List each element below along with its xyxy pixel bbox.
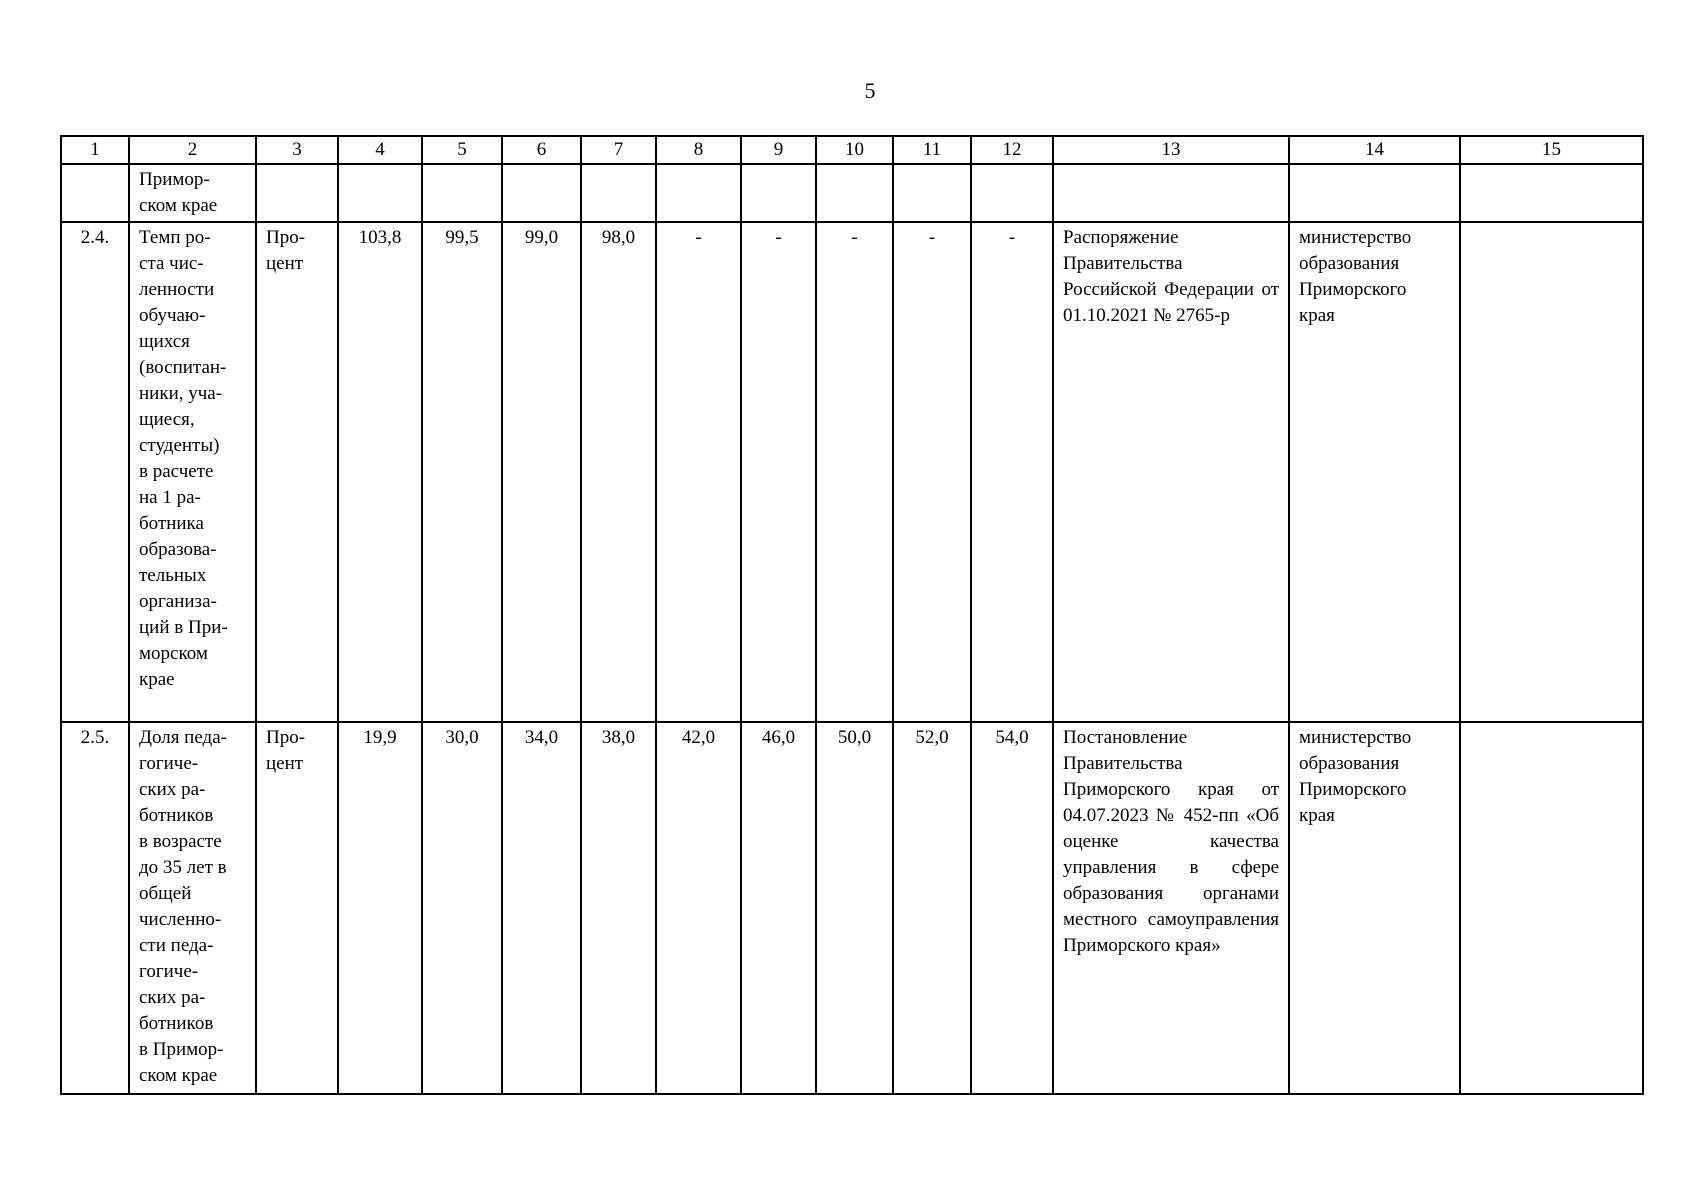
text-line: гогиче- — [139, 753, 199, 774]
value-cell: - — [656, 222, 741, 722]
row-number-cell: 2.5. — [61, 722, 129, 1094]
value-cell: - — [816, 222, 893, 722]
value-cell: 19,9 — [338, 722, 422, 1094]
text-line: ботников — [139, 805, 214, 826]
text-line: (воспитан- — [139, 357, 227, 378]
value-cell: 54,0 — [971, 722, 1053, 1094]
text-line: гогиче- — [139, 961, 199, 982]
header-cell: 8 — [656, 136, 741, 164]
value-cell: 99,5 — [422, 222, 502, 722]
table-cell — [581, 164, 656, 222]
header-cell: 9 — [741, 136, 816, 164]
text-line: ста чис- — [139, 253, 204, 274]
table-cell — [338, 164, 422, 222]
text-line: до 35 лет в — [139, 857, 227, 878]
table-cell — [256, 164, 338, 222]
table-cell — [893, 164, 971, 222]
text-line: организа- — [139, 591, 217, 612]
page-number: 5 — [864, 78, 876, 103]
text-line: ций в При- — [139, 617, 228, 638]
table-cell — [61, 164, 129, 222]
text-line: в расчете — [139, 461, 214, 482]
text-line: Про- — [266, 727, 306, 748]
text-line: ских ра- — [139, 779, 206, 800]
header-cell: 7 — [581, 136, 656, 164]
table-cell — [502, 164, 581, 222]
text-line: обучаю- — [139, 305, 206, 326]
table-header-row — [61, 136, 1643, 164]
text-line: Примор- — [139, 169, 210, 190]
table-row — [61, 722, 1643, 1094]
text-line: Приморского — [1299, 779, 1407, 800]
text-line: ботников — [139, 1013, 214, 1034]
indicator-name-cell — [129, 164, 256, 222]
text-line: Про- — [266, 227, 306, 248]
value-cell: - — [741, 222, 816, 722]
header-cell: 1 — [61, 136, 129, 164]
text-line: крае — [139, 669, 175, 690]
text-line: Приморского — [1299, 279, 1407, 300]
value-cell: 46,0 — [741, 722, 816, 1094]
text-line: министерство — [1299, 727, 1412, 748]
value-cell: 50,0 — [816, 722, 893, 1094]
responsible-cell — [1289, 722, 1460, 1094]
value-cell: 52,0 — [893, 722, 971, 1094]
header-cell: 5 — [422, 136, 502, 164]
legal-basis-cell: Постановление Правительства Приморского края от 04.07.2023 № 452-пп «Об оценке качества управления в сфере образования органами местного самоуправления Приморского края» — [1053, 722, 1289, 1094]
text-line: края — [1299, 805, 1335, 826]
header-cell: 15 — [1460, 136, 1643, 164]
text-line: образования — [1299, 253, 1400, 274]
table-cell — [1053, 164, 1289, 222]
text-line: ских ра- — [139, 987, 206, 1008]
text-line: ском крае — [139, 1065, 218, 1086]
table-cell — [422, 164, 502, 222]
text-line: щиеся, — [139, 409, 195, 430]
text-line: образова- — [139, 539, 217, 560]
header-cell: 4 — [338, 136, 422, 164]
legal-basis-cell: Распоряжение Правительства Российской Федерации от 01.10.2021 № 2765-р — [1053, 222, 1289, 722]
indicators-table — [60, 135, 1644, 1095]
header-cell: 13 — [1053, 136, 1289, 164]
table-cell — [816, 164, 893, 222]
value-cell: 99,0 — [502, 222, 581, 722]
text-line: края — [1299, 305, 1335, 326]
text-line: общей — [139, 883, 192, 904]
header-cell: 14 — [1289, 136, 1460, 164]
responsible-cell — [1289, 222, 1460, 722]
text-line: на 1 ра- — [139, 487, 201, 508]
value-cell: - — [971, 222, 1053, 722]
text-line: ботника — [139, 513, 204, 534]
unit-cell — [256, 222, 338, 722]
header-cell: 3 — [256, 136, 338, 164]
text-line: цент — [266, 253, 304, 274]
text-line: Доля педа- — [139, 727, 227, 748]
value-cell: 103,8 — [338, 222, 422, 722]
table-cell — [971, 164, 1053, 222]
text-line: щихся — [139, 331, 190, 352]
text-line: численно- — [139, 909, 222, 930]
header-cell: 12 — [971, 136, 1053, 164]
value-cell: 98,0 — [581, 222, 656, 722]
value-cell: 30,0 — [422, 722, 502, 1094]
text-line: ники, уча- — [139, 383, 223, 404]
text-line: сти педа- — [139, 935, 214, 956]
indicator-name-cell — [129, 722, 256, 1094]
text-line: ском крае — [139, 195, 218, 216]
table-cell — [656, 164, 741, 222]
header-cell: 6 — [502, 136, 581, 164]
value-cell: 42,0 — [656, 722, 741, 1094]
value-cell: 38,0 — [581, 722, 656, 1094]
value-cell: 34,0 — [502, 722, 581, 1094]
indicator-name-cell — [129, 222, 256, 722]
table-row-continuation — [61, 164, 1643, 222]
text-line: в возрасте — [139, 831, 222, 852]
text-line: образования — [1299, 753, 1400, 774]
text-line: морском — [139, 643, 208, 664]
header-cell: 2 — [129, 136, 256, 164]
header-cell: 10 — [816, 136, 893, 164]
header-cell: 11 — [893, 136, 971, 164]
text-line: министерство — [1299, 227, 1412, 248]
text-line: в Примор- — [139, 1039, 224, 1060]
text-line: Темп ро- — [139, 227, 211, 248]
table-cell — [741, 164, 816, 222]
text-line: студенты) — [139, 435, 220, 456]
text-line: ленности — [139, 279, 215, 300]
value-cell: - — [893, 222, 971, 722]
text-line: цент — [266, 753, 304, 774]
table-cell — [1460, 164, 1643, 222]
table-row — [61, 222, 1643, 722]
row-number-cell: 2.4. — [61, 222, 129, 722]
table-cell — [1460, 722, 1643, 1094]
table-cell — [1289, 164, 1460, 222]
text-line: тельных — [139, 565, 207, 586]
unit-cell — [256, 722, 338, 1094]
table-cell — [1460, 222, 1643, 722]
